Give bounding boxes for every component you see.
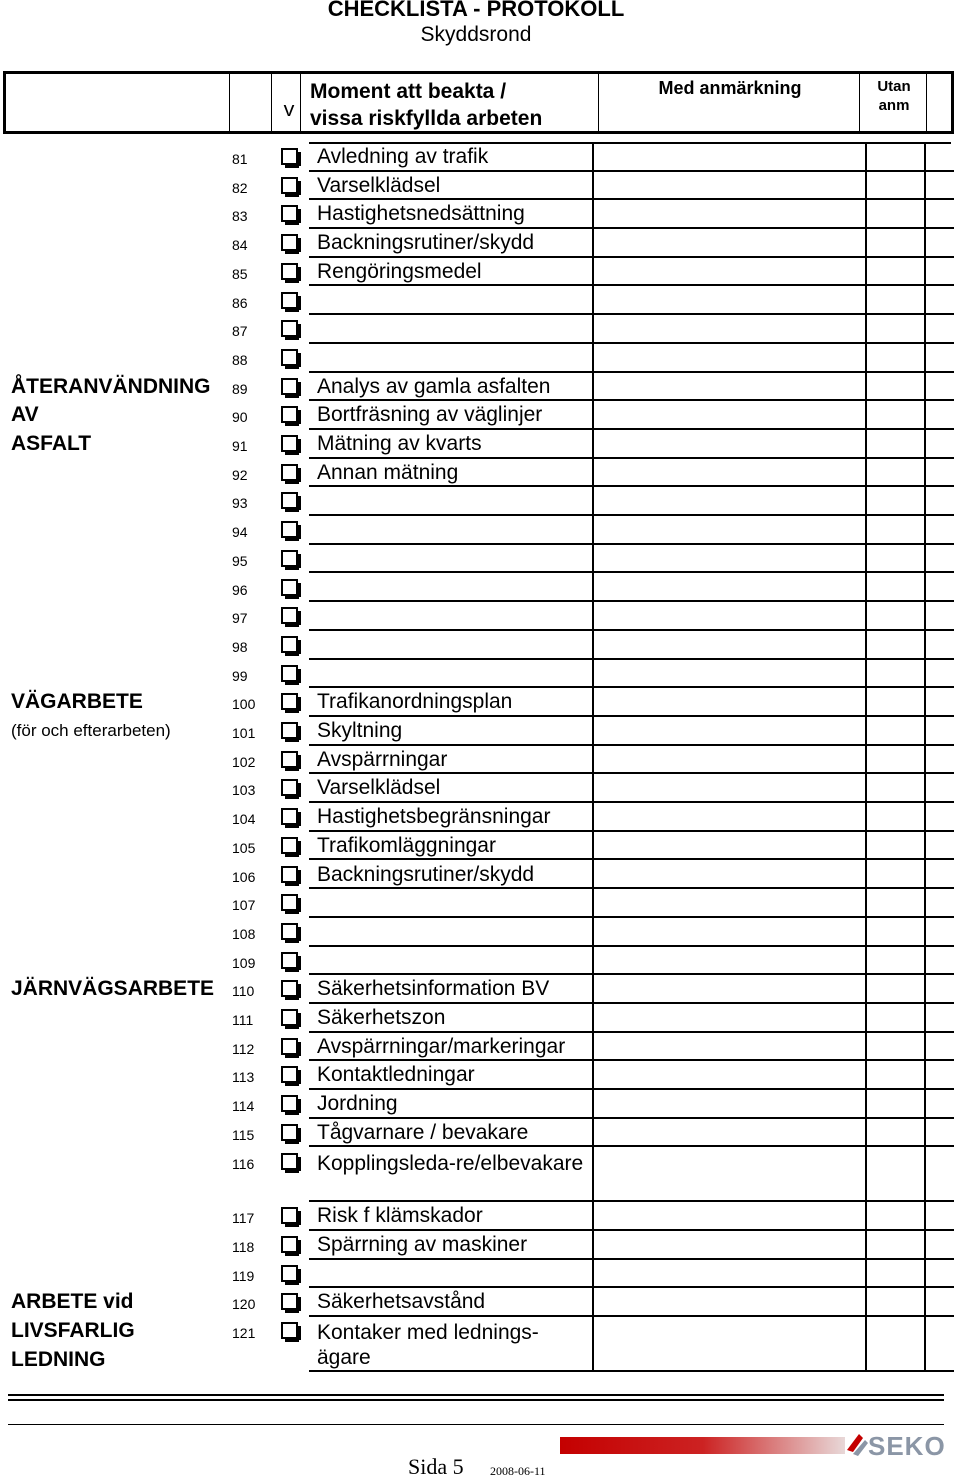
checklist-row <box>0 229 960 258</box>
row-number: 94 <box>232 524 248 541</box>
checkbox[interactable] <box>281 177 298 194</box>
row-number: 98 <box>232 638 248 655</box>
row-label: Trafikomläggningar <box>317 833 496 857</box>
checklist-row <box>0 918 960 947</box>
checkbox[interactable] <box>281 1009 298 1026</box>
moment-column-header <box>310 78 542 132</box>
checkbox[interactable] <box>281 866 298 883</box>
without-header-line: Utan <box>877 78 911 95</box>
moment-header-line: vissa riskfyllda arbeten <box>310 107 543 130</box>
checklist-row <box>0 1119 960 1148</box>
checklist-row <box>0 1090 960 1119</box>
category-label: ARBETE vid <box>11 1290 134 1314</box>
row-label: Backningsrutiner/skydd <box>317 231 535 255</box>
checklist-row <box>0 688 960 717</box>
moment-header-line: Moment att beakta / <box>310 80 507 103</box>
checklist-row <box>0 545 960 574</box>
row-label: Risk f klämskador <box>317 1204 483 1228</box>
checklist-row <box>0 258 960 287</box>
checkbox[interactable] <box>281 435 298 452</box>
checkbox[interactable] <box>281 292 298 309</box>
checklist-row <box>0 602 960 631</box>
checkbox[interactable] <box>281 1095 298 1112</box>
row-label: Kontaktledningar <box>317 1063 475 1087</box>
row-number: 119 <box>232 1267 255 1284</box>
checklist-row <box>0 516 960 545</box>
checklist-row <box>0 1033 960 1062</box>
checkbox[interactable] <box>281 378 298 395</box>
row-number: 87 <box>232 323 248 340</box>
remark-column-header: Med anmärkning <box>658 78 802 98</box>
checkbox[interactable] <box>281 779 298 796</box>
checkbox[interactable] <box>281 205 298 222</box>
row-label: Säkerhetszon <box>317 1006 446 1029</box>
checkbox[interactable] <box>281 406 298 423</box>
checklist-row <box>0 315 960 344</box>
footer-gradient-bar <box>560 1437 845 1454</box>
row-label: Hastighetsnedsättning <box>317 202 525 226</box>
checkbox[interactable] <box>281 923 298 940</box>
row-label: Avspärrningar <box>317 747 448 771</box>
row-number: 93 <box>232 495 248 512</box>
checkbox[interactable] <box>281 1293 298 1310</box>
checklist-row <box>0 774 960 803</box>
row-label: Rengöringsmedel <box>317 259 482 283</box>
checklist-row <box>0 430 960 459</box>
checklist-row <box>0 1148 960 1203</box>
checklist-row <box>0 1004 960 1033</box>
checkbox[interactable] <box>281 952 298 969</box>
row-number: 100 <box>232 696 256 713</box>
row-number: 85 <box>232 265 248 282</box>
page-subtitle: Skyddsrond <box>420 23 532 46</box>
row-label: Trafikanordningsplan <box>317 690 513 714</box>
row-number: 89 <box>232 380 248 397</box>
row-label: Säkerhetsavstånd <box>317 1290 486 1314</box>
checklist-row <box>0 287 960 316</box>
row-label: Skyltning <box>317 719 403 742</box>
row-number: 83 <box>232 208 248 225</box>
checkbox[interactable] <box>281 320 298 337</box>
checkbox[interactable] <box>281 722 298 739</box>
checklist-row <box>0 200 960 229</box>
checklist-row <box>0 1061 960 1090</box>
checkbox[interactable] <box>281 808 298 825</box>
checkbox[interactable] <box>281 521 298 538</box>
checkbox[interactable] <box>281 1066 298 1083</box>
checklist-row <box>0 487 960 516</box>
checkbox[interactable] <box>281 1207 298 1224</box>
row-number: 84 <box>232 237 248 254</box>
row-label: Kopplingsleda-re/elbevakare <box>317 1151 584 1175</box>
header-divider <box>229 74 230 131</box>
header-divider <box>598 74 599 131</box>
row-label: Spärrning av maskiner <box>317 1232 528 1256</box>
checklist-row <box>0 1288 960 1317</box>
row-number: 81 <box>232 151 248 167</box>
checklist-row <box>0 660 960 689</box>
category-label: LIVSFARLIG <box>11 1319 135 1342</box>
without-remark-column-header <box>862 77 926 115</box>
row-number: 101 <box>232 725 256 741</box>
checkbox[interactable] <box>281 492 298 509</box>
without-header-line: anm <box>878 97 910 114</box>
row-number: 90 <box>232 409 248 426</box>
checkbox[interactable] <box>281 837 298 854</box>
checklist-row <box>0 574 960 603</box>
checklist-row <box>0 1317 960 1372</box>
checkbox[interactable] <box>281 1322 298 1339</box>
checklist-row <box>0 1231 960 1260</box>
seko-logo-mark-icon <box>845 1430 869 1458</box>
checkbox[interactable] <box>281 894 298 911</box>
checklist-row <box>0 1260 960 1289</box>
checkbox[interactable] <box>281 1038 298 1055</box>
checkbox[interactable] <box>281 550 298 567</box>
category-label: ASFALT <box>11 432 92 455</box>
checklist-row <box>0 947 960 976</box>
header-divider <box>926 74 927 131</box>
checklist-row <box>0 889 960 918</box>
row-number: 109 <box>232 954 256 971</box>
row-number: 105 <box>232 839 256 856</box>
row-label: Mätning av kvarts <box>317 432 482 455</box>
row-rule <box>309 1370 954 1372</box>
checklist-row <box>0 459 960 488</box>
check-column-header: v <box>282 100 295 123</box>
category-label: AV <box>11 403 39 427</box>
row-number: 96 <box>232 581 248 598</box>
row-label: Annan mätning <box>317 460 459 484</box>
footer-rule <box>8 1399 944 1401</box>
row-number: 120 <box>232 1296 256 1313</box>
footer-rule <box>8 1394 944 1396</box>
document-date: 2008-06-11 <box>490 1464 546 1478</box>
row-number: 118 <box>232 1238 255 1255</box>
row-number: 110 <box>232 983 255 1000</box>
row-number: 104 <box>232 811 256 828</box>
row-label: Jordning <box>317 1092 398 1116</box>
checklist-row <box>0 803 960 832</box>
row-number: 112 <box>232 1040 255 1057</box>
checklist-row <box>0 1202 960 1231</box>
checkbox[interactable] <box>281 1124 298 1141</box>
checklist-row <box>0 344 960 373</box>
row-number: 106 <box>232 868 256 885</box>
checklist-row <box>0 143 960 172</box>
seko-logo: SEKO <box>868 1431 946 1461</box>
checkbox[interactable] <box>281 1265 298 1282</box>
row-label: Bortfräsning av väglinjer <box>317 403 543 427</box>
page-number: Sida 5 <box>408 1454 464 1479</box>
checkbox[interactable] <box>281 234 298 251</box>
checkbox[interactable] <box>281 636 298 653</box>
category-label: ÅTERANVÄNDNING <box>11 374 211 398</box>
checkbox[interactable] <box>281 579 298 596</box>
checklist-row <box>0 746 960 775</box>
checkbox[interactable] <box>281 693 298 710</box>
row-label: Analys av gamla asfalten <box>317 374 551 398</box>
row-number: 108 <box>232 925 256 942</box>
row-number: 99 <box>232 667 248 684</box>
row-label: Säkerhetsinformation BV <box>317 977 550 1001</box>
row-label: Tågvarnare / bevakare <box>317 1120 529 1144</box>
page-title: CHECKLISTA - PROTOKOLL <box>327 0 625 21</box>
row-label: Avledning av trafik <box>317 145 489 168</box>
category-label: JÄRNVÄGSARBETE <box>11 977 215 1001</box>
row-label: Avspärrningar/markeringar <box>317 1034 566 1058</box>
row-number: 86 <box>232 294 248 311</box>
category-sublabel: (för och efterarbeten) <box>11 721 171 740</box>
header-divider <box>300 74 301 131</box>
checkbox[interactable] <box>281 263 298 280</box>
row-number: 92 <box>232 466 248 483</box>
row-number: 107 <box>232 897 256 914</box>
checkbox[interactable] <box>281 349 298 366</box>
row-number: 88 <box>232 351 248 368</box>
checkbox[interactable] <box>281 980 298 997</box>
row-number: 113 <box>232 1069 255 1086</box>
row-number: 121 <box>232 1325 256 1341</box>
checkbox[interactable] <box>281 1153 298 1170</box>
category-label: VÄGARBETE <box>11 690 143 714</box>
row-number: 116 <box>232 1155 255 1172</box>
checklist-row <box>0 832 960 861</box>
row-label: Varselklädsel <box>317 776 441 800</box>
row-number: 91 <box>232 438 248 454</box>
row-number: 115 <box>232 1126 255 1143</box>
checklist-row <box>0 172 960 201</box>
footer-rule <box>8 1424 944 1425</box>
checklist-row <box>0 401 960 430</box>
checklist-row <box>0 631 960 660</box>
checkbox[interactable] <box>281 464 298 481</box>
checkbox[interactable] <box>281 751 298 768</box>
row-label: Hastighetsbegränsningar <box>317 805 551 829</box>
checklist-row <box>0 861 960 890</box>
row-label: Kontaker med lednings-ägare <box>317 1321 539 1369</box>
row-label: Backningsrutiner/skydd <box>317 862 535 886</box>
header-divider <box>271 74 272 131</box>
row-number: 102 <box>232 753 256 770</box>
row-label: Varselklädsel <box>317 173 441 197</box>
row-number: 114 <box>232 1098 255 1115</box>
checkbox[interactable] <box>281 607 298 624</box>
row-number: 82 <box>232 179 248 196</box>
row-number: 117 <box>232 1210 255 1227</box>
checkbox[interactable] <box>281 665 298 682</box>
row-number: 103 <box>232 782 256 799</box>
row-number: 111 <box>232 1012 254 1028</box>
checkbox[interactable] <box>281 148 298 165</box>
category-label: LEDNING <box>11 1347 106 1371</box>
checkbox[interactable] <box>281 1236 298 1253</box>
row-number: 97 <box>232 610 248 627</box>
row-number: 95 <box>232 552 248 569</box>
